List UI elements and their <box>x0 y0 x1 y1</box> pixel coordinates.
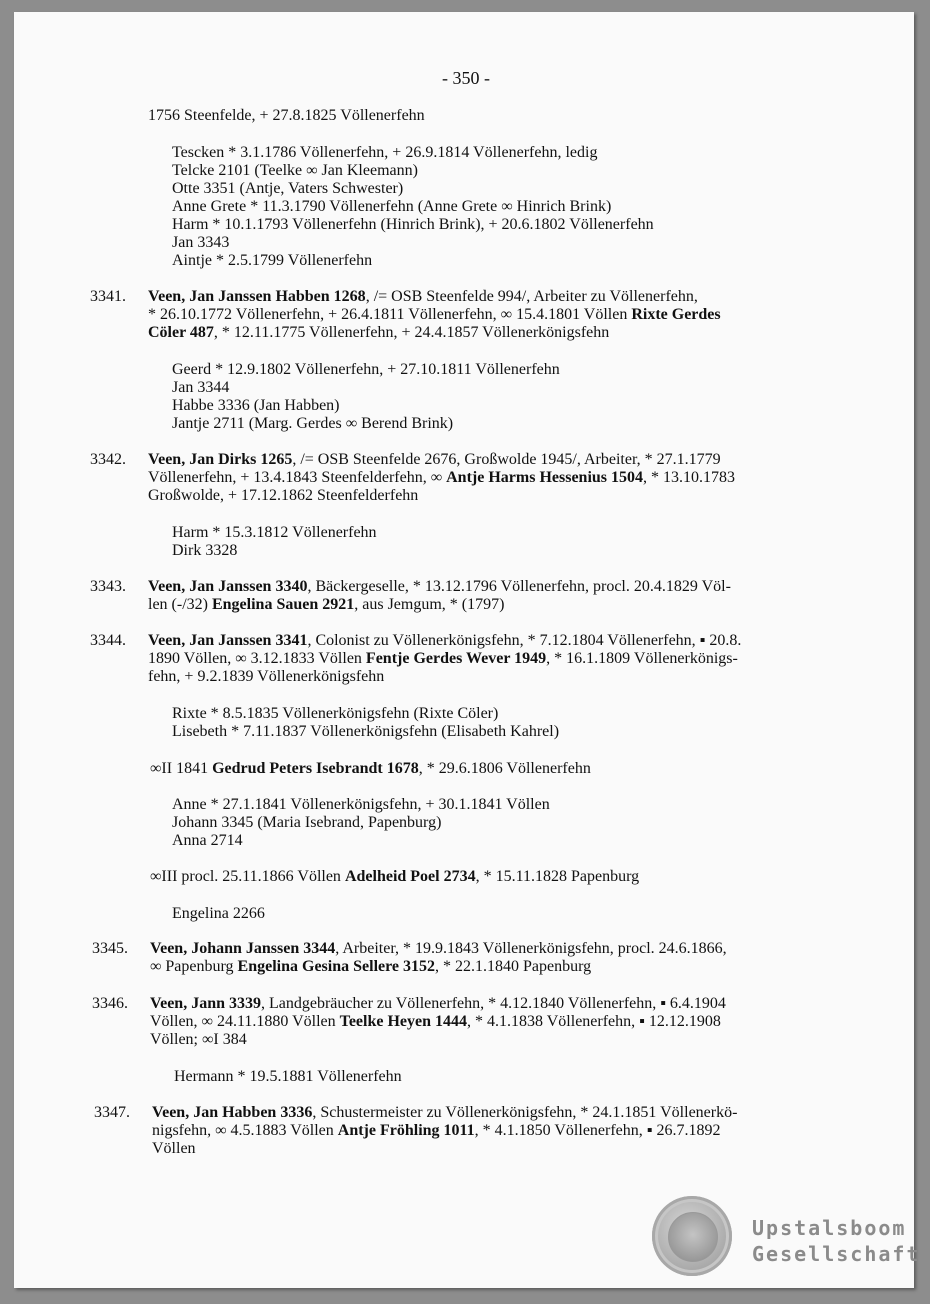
text-line <box>172 814 441 832</box>
text-segment: Jantje 2711 (Marg. Gerdes ∞ Berend Brink) <box>172 415 454 432</box>
entry-number: 3345. <box>92 940 128 957</box>
text-segment: , /= OSB Steenfelde 994/, Arbeiter zu Völlenerfehn, <box>365 288 698 305</box>
text-segment: Telcke 2101 (Teelke ∞ Jan Kleemann) <box>172 162 418 179</box>
text-line <box>172 144 597 162</box>
text-segment: , * 4.1.1838 Völlenerfehn, ▪ 12.12.1908 <box>467 1013 721 1030</box>
text-line <box>148 632 741 650</box>
person-name: Engelina Gesina Sellere 3152 <box>237 958 436 975</box>
entry-number: 3347. <box>94 1104 130 1121</box>
text-segment: nigsfehn, ∞ 4.5.1883 Völlen <box>152 1122 338 1139</box>
text-line <box>172 705 498 723</box>
person-name: Fentje Gerdes Wever 1949 <box>365 650 547 667</box>
text-segment: , * 22.1.1840 Papenburg <box>435 958 592 975</box>
entry-number: 3343. <box>90 578 126 595</box>
text-line <box>172 379 229 397</box>
text-line <box>172 180 403 198</box>
watermark-line-2: Gesellschaft <box>752 1242 921 1266</box>
person-name: Veen, Jan Dirks 1265 <box>148 451 293 468</box>
entry-number: 3344. <box>90 632 126 649</box>
text-segment: Völlen, ∞ 24.11.1880 Völlen <box>150 1013 340 1030</box>
text-segment: , * 13.10.1783 <box>643 469 736 486</box>
text-segment: Dirk 3328 <box>172 542 238 559</box>
text-line <box>148 469 735 487</box>
text-segment: ∞III procl. 25.11.1866 Völlen <box>150 868 345 885</box>
text-line <box>150 995 726 1013</box>
society-seal <box>652 1196 732 1276</box>
text-line <box>148 578 731 596</box>
person-name: Adelheid Poel 2734 <box>344 868 476 885</box>
person-name: Veen, Johann Janssen 3344 <box>150 940 336 957</box>
text-segment: ∞ Papenburg <box>150 958 238 975</box>
text-line <box>172 234 229 252</box>
entry-number: 3346. <box>92 995 128 1012</box>
text-segment: Hermann * 19.5.1881 Völlenerfehn <box>174 1068 402 1085</box>
text-segment: 1890 Völlen, ∞ 3.12.1833 Völlen <box>148 650 366 667</box>
text-line <box>172 832 243 850</box>
text-segment: Harm * 10.1.1793 Völlenerfehn (Hinrich Brink), + 20.6.1802 Völlenerfehn <box>172 216 654 233</box>
text-segment: , aus Jemgum, * (1797) <box>354 596 505 613</box>
seal-emblem <box>668 1212 718 1262</box>
text-segment: , /= OSB Steenfelde 2676, Großwolde 1945/, Arbeiter, * 27.1.1779 <box>292 451 721 468</box>
text-line <box>148 306 721 324</box>
text-segment: * 26.10.1772 Völlenerfehn, + 26.4.1811 Völlenerfehn, ∞ 15.4.1801 Völlen <box>148 306 632 323</box>
text-segment: fehn, + 9.2.1839 Völlenerkönigsfehn <box>148 668 385 685</box>
person-name: Veen, Jann 3339 <box>150 995 261 1012</box>
text-line <box>148 668 384 686</box>
text-line <box>150 760 591 778</box>
text-segment: Völlen <box>152 1140 196 1157</box>
text-line <box>172 524 377 542</box>
text-segment: Otte 3351 (Antje, Vaters Schwester) <box>172 180 404 197</box>
text-line <box>172 397 340 415</box>
text-segment: , * 29.6.1806 Völlenerfehn <box>418 760 591 777</box>
person-name: Veen, Jan Janssen 3341 <box>148 632 308 649</box>
entry-number: 3341. <box>90 288 126 305</box>
text-segment: , Landgebräucher zu Völlenerfehn, * 4.12.1840 Völlenerfehn, ▪ 6.4.1904 <box>260 995 726 1012</box>
text-segment: Anna 2714 <box>172 832 243 849</box>
text-line <box>148 288 698 306</box>
text-segment: Völlen; ∞I 384 <box>150 1031 247 1048</box>
text-segment: , Bäckergeselle, * 13.12.1796 Völlenerfehn, procl. 20.4.1829 Völ- <box>307 578 731 595</box>
text-segment: , * 16.1.1809 Völlenerkönigs- <box>546 650 738 667</box>
text-segment: Engelina 2266 <box>172 905 265 922</box>
text-line <box>150 1013 721 1031</box>
text-segment: , * 4.1.1850 Völlenerfehn, ▪ 26.7.1892 <box>474 1122 721 1139</box>
text-segment: , * 15.11.1828 Papenburg <box>475 868 640 885</box>
person-name: Rixte Gerdes <box>631 306 721 323</box>
person-name: Veen, Jan Habben 3336 <box>152 1104 313 1121</box>
text-segment: 1756 Steenfelde, + 27.8.1825 Völlenerfehn <box>148 107 425 124</box>
text-segment: Völlenerfehn, + 13.4.1843 Steenfelderfehn, ∞ <box>148 469 447 486</box>
text-segment: Harm * 15.3.1812 Völlenerfehn <box>172 524 377 541</box>
text-line <box>172 252 372 270</box>
text-line <box>148 107 425 125</box>
text-segment: Aintje * 2.5.1799 Völlenerfehn <box>172 252 373 269</box>
text-line <box>150 1031 247 1049</box>
text-segment: Tescken * 3.1.1786 Völlenerfehn, + 26.9.1814 Völlenerfehn, ledig <box>172 144 598 161</box>
text-segment: , Arbeiter, * 19.9.1843 Völlenerkönigsfehn, procl. 24.6.1866, <box>335 940 727 957</box>
text-line <box>148 451 721 469</box>
watermark-line-1: Upstalsboom <box>752 1216 907 1240</box>
text-line <box>152 1104 737 1122</box>
text-segment: Lisebeth * 7.11.1837 Völlenerkönigsfehn (Elisabeth Kahrel) <box>172 723 560 740</box>
person-name: Antje Fröhling 1011 <box>337 1122 475 1139</box>
text-segment: Anne * 27.1.1841 Völlenerkönigsfehn, + 30.1.1841 Völlen <box>172 796 550 813</box>
person-name: Teelke Heyen 1444 <box>339 1013 468 1030</box>
person-name: Engelina Sauen 2921 <box>211 596 355 613</box>
text-line <box>174 1068 402 1086</box>
text-line <box>150 868 639 886</box>
text-segment: ∞II 1841 <box>150 760 213 777</box>
person-name: Veen, Jan Janssen Habben 1268 <box>148 288 366 305</box>
text-segment: , * 12.11.1775 Völlenerfehn, + 24.4.1857 Völlenerkönigsfehn <box>213 324 610 341</box>
text-segment: , Colonist zu Völlenerkönigsfehn, * 7.12.1804 Völlenerfehn, ▪ 20.8. <box>307 632 742 649</box>
text-line <box>172 198 611 216</box>
text-line <box>172 361 560 379</box>
person-name: Cöler 487 <box>148 324 214 341</box>
text-line <box>172 216 654 234</box>
text-line <box>172 905 265 923</box>
text-segment: Habbe 3336 (Jan Habben) <box>172 397 340 414</box>
text-line <box>150 958 591 976</box>
person-name: Veen, Jan Janssen 3340 <box>148 578 308 595</box>
text-segment: , Schustermeister zu Völlenerkönigsfehn, * 24.1.1851 Völlenerkö- <box>312 1104 738 1121</box>
page-number: - 350 - <box>442 68 490 88</box>
text-line <box>148 487 418 505</box>
text-segment: Anne Grete * 11.3.1790 Völlenerfehn (Anne Grete ∞ Hinrich Brink) <box>172 198 612 215</box>
text-line <box>152 1122 720 1140</box>
text-segment: Großwolde, + 17.12.1862 Steenfelderfehn <box>148 487 419 504</box>
person-name: Antje Harms Hessenius 1504 <box>446 469 644 486</box>
text-line <box>172 162 418 180</box>
text-line <box>152 1140 196 1158</box>
text-line <box>148 596 504 614</box>
text-segment: Rixte * 8.5.1835 Völlenerkönigsfehn (Rixte Cöler) <box>172 705 499 722</box>
text-segment: Geerd * 12.9.1802 Völlenerfehn, + 27.10.1811 Völlenerfehn <box>172 361 560 378</box>
text-line <box>172 415 453 433</box>
text-line <box>150 940 727 958</box>
text-line <box>148 650 738 668</box>
text-segment: Jan 3344 <box>172 379 230 396</box>
text-line <box>148 324 609 342</box>
text-segment: Johann 3345 (Maria Isebrand, Papenburg) <box>172 814 442 831</box>
text-line <box>172 796 550 814</box>
entry-number: 3342. <box>90 451 126 468</box>
text-line <box>172 723 559 741</box>
text-line <box>172 542 237 560</box>
text-segment: len (-/32) <box>148 596 212 613</box>
text-segment: Jan 3343 <box>172 234 230 251</box>
person-name: Gedrud Peters Isebrandt 1678 <box>212 760 419 777</box>
